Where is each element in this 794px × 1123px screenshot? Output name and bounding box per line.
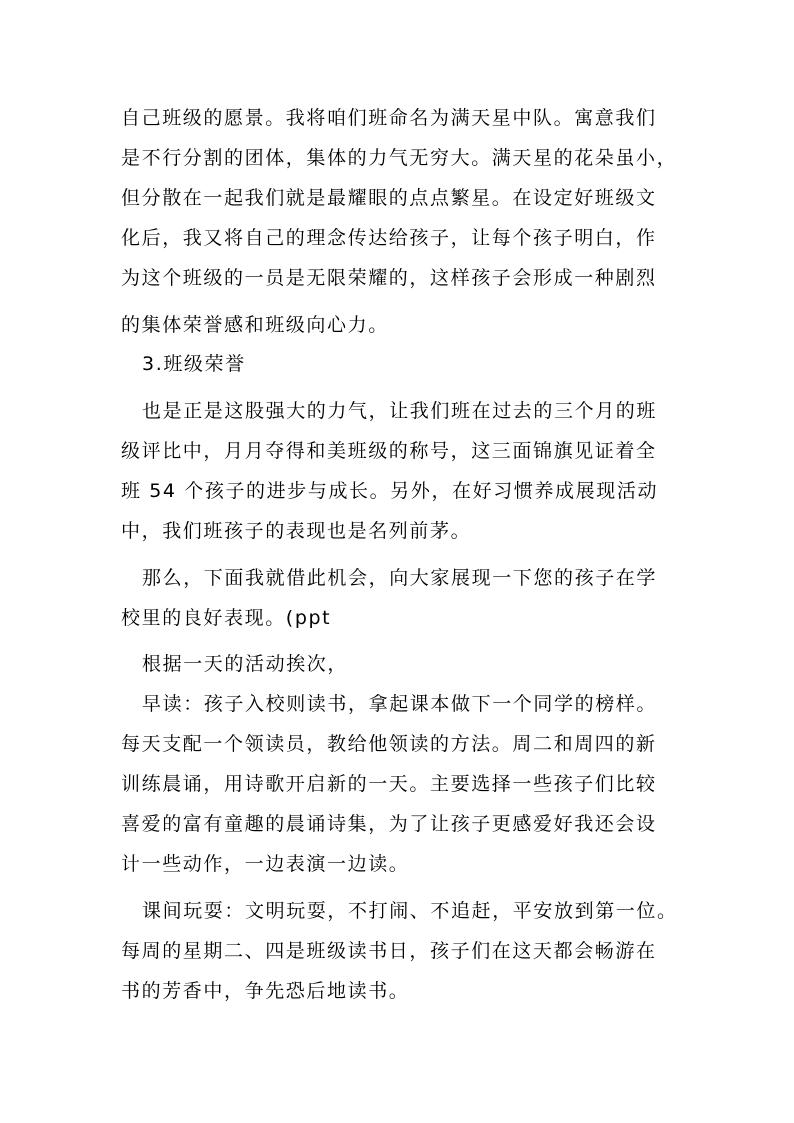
- paragraph-line: 自己班级的愿景。我将咱们班命名为满天星中队。寓意我们: [121, 107, 657, 129]
- paragraph-line: 级评比中，月月夺得和美班级的称号，这三面锦旗见证着全: [121, 440, 657, 462]
- paragraph-line: 校里的良好表现。(ppt: [121, 607, 332, 629]
- paragraph-line: 每周的星期二、四是班级读书日，孩子们在这天都会畅游在: [121, 940, 657, 962]
- paragraph-line: 为这个班级的一员是无限荣耀的，这样孩子会形成一种剧烈: [121, 267, 657, 289]
- paragraph-line: 班 54 个孩子的进步与成长。另外，在好习惯养成展现活动: [121, 480, 659, 502]
- paragraph-line: 的集体荣誉感和班级向心力。: [121, 314, 389, 336]
- paragraph-line: 那么，下面我就借此机会，向大家展现一下您的孩子在学: [142, 567, 658, 589]
- paragraph-line: 早读：孩子入校则读书，拿起课本做下一个同学的榜样。: [142, 693, 658, 715]
- paragraph-line: 每天支配一个领读员，教给他领读的方法。周二和周四的新: [121, 733, 657, 755]
- paragraph-line: 根据一天的活动挨次，: [142, 653, 349, 675]
- paragraph-line: 喜爱的富有童趣的晨诵诗集，为了让孩子更感爱好我还会设: [121, 813, 657, 835]
- section-heading: 3.班级荣誉: [142, 353, 246, 375]
- paragraph-line: 化后，我又将自己的理念传达给孩子，让每个孩子明白，作: [121, 227, 657, 249]
- paragraph-line: 是不行分割的团体，集体的力气无穷大。满天星的花朵虽小，: [121, 147, 678, 169]
- paragraph-line: 课间玩耍：文明玩耍，不打闹、不追赶，平安放到第一位。: [142, 900, 678, 922]
- paragraph-line: 也是正是这股强大的力气，让我们班在过去的三个月的班: [142, 400, 658, 422]
- paragraph-line: 计一些动作，一边表演一边读。: [121, 853, 410, 875]
- paragraph-line: 但分散在一起我们就是最耀眼的点点繁星。在设定好班级文: [121, 187, 657, 209]
- paragraph-line: 中，我们班孩子的表现也是名列前茅。: [121, 520, 472, 542]
- paragraph-line: 训练晨诵，用诗歌开启新的一天。主要选择一些孩子们比较: [121, 773, 657, 795]
- paragraph-line: 书的芳香中，争先恐后地读书。: [121, 980, 410, 1002]
